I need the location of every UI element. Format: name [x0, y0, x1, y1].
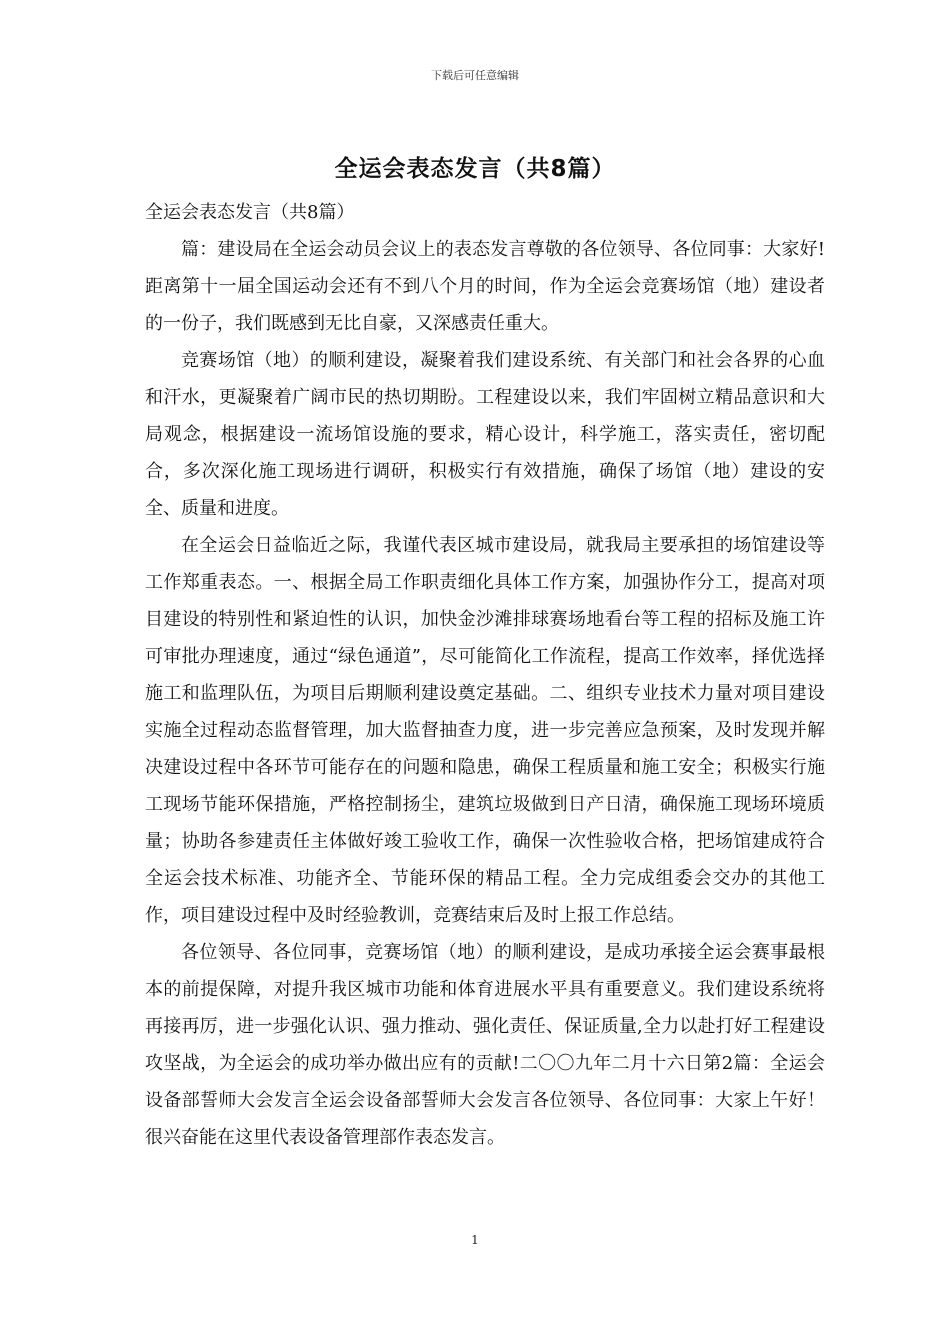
body-paragraph: 竞赛场馆（地）的顺利建设，凝聚着我们建设系统、有关部门和社会各界的心血和汗水，更凝聚着广阔市民的热切期盼。工程建设以来，我们牢固树立精品意识和大局观念，根据建设一流场馆设施的要求，精心设计，科学施工，落实责任，密切配合，多次深化施工现场进行调研，积极实行有效措施，确保了场馆（地）建设的安全、质量和进度。 [145, 350, 825, 519]
document-body [145, 194, 825, 1156]
page-number: 1 [471, 1233, 479, 1247]
header-note: 下载后可任意编辑 [431, 69, 519, 82]
body-paragraph: 篇：建设局在全运会动员会议上的表态发言尊敬的各位领导、各位同事：大家好!距离第十一届全国运动会还有不到八个月的时间，作为全运会竞赛场馆（地）建设者的一份子，我们既感到无比自豪，又深感责任重大。 [145, 239, 825, 334]
document-title: 全运会表态发言（共8篇） [334, 156, 616, 182]
body-paragraph: 各位领导、各位同事，竞赛场馆（地）的顺利建设，是成功承接全运会赛事最根本的前提保障，对提升我区城市功能和体育进展水平具有重要意义。我们建设系统将再接再厉，进一步强化认识、强力推动、强化责任、保证质量,全力以赴打好工程建设攻坚战，为全运会的成功举办做出应有的贡献!二〇〇九年二月十六日第2篇：全运会设备部誓师大会发言全运会设备部誓师大会发言各位领导、各位同事：大家上午好！很兴奋能在这里代表设备管理部作表态发言。 [145, 942, 825, 1148]
body-paragraph: 在全运会日益临近之际，我谨代表区城市建设局，就我局主要承担的场馆建设等工作郑重表态。一、根据全局工作职责细化具体工作方案，加强协作分工，提高对项目建设的特别性和紧迫性的认识，加快金沙滩排球赛场地看台等工程的招标及施工许可审批办理速度，通过“绿色通道”，尽可能简化工作流程，提高工作效率，择优选择施工和监理队伍，为项目后期顺利建设奠定基础。二、组织专业技术力量对项目建设实施全过程动态监督管理，加大监督抽查力度，进一步完善应急预案，及时发现并解决建设过程中各环节可能存在的问题和隐患，确保工程质量和施工安全；积极实行施工现场节能环保措施，严格控制扬尘，建筑垃圾做到日产日清，确保施工现场环境质量；协助各参建责任主体做好竣工验收工作，确保一次性验收合格，把场馆建成符合全运会技术标准、功能齐全、节能环保的精品工程。全力完成组委会交办的其他工作，项目建设过程中及时经验教训，竞赛结束后及时上报工作总结。 [145, 535, 825, 926]
body-paragraph: 全运会表态发言（共8篇） [145, 202, 355, 223]
